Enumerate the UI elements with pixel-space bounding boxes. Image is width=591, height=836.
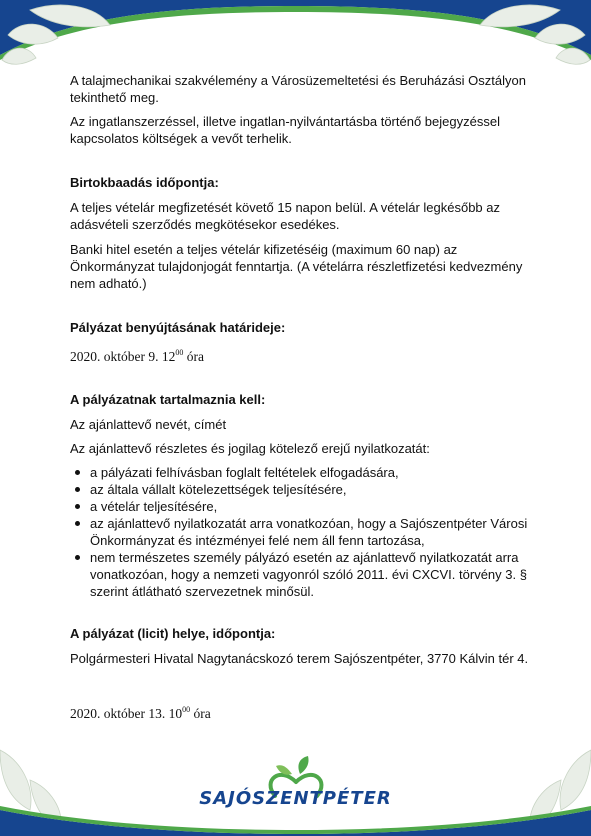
venue-heading: A pályázat (licit) helye, időpontja:	[70, 626, 276, 641]
list-item: a vételár teljesítésére,	[90, 498, 540, 515]
header-decoration	[0, 0, 591, 80]
logo-text: SAJÓSZENTPÉTER	[199, 788, 392, 809]
list-item: az általa vállalt kötelezettségek teljesítésére,	[90, 481, 540, 498]
venue-date-suffix: óra	[190, 706, 211, 721]
deadline-heading: Pályázat benyújtásának határideje:	[70, 320, 286, 335]
list-item: a pályázati felhívásban foglalt feltételek elfogadására,	[90, 464, 540, 481]
list-item: az ajánlattevő nyilatkozatát arra vonatkozóan, hogy a Sajószentpéter Városi Önkormányzat és intézményei felé nem áll fenn tartozása,	[90, 515, 540, 549]
list-item: nem természetes személy pályázó esetén az ajánlattevő nyilatkozatát arra vonatkozóan, hogy a nemzeti vagyonról szóló 2011. évi CXCVI. törvény 3. § szerint átlátható szervezetnek minősül.	[90, 549, 540, 600]
deadline-date	[70, 344, 540, 365]
possession-paragraph-2: Banki hitel esetén a teljes vételár kifizetéséig (maximum 60 nap) az Önkormányzat tulajdonjogát fenntartja. (A vételárra részletfizetési kedvezmény nem adható.)	[70, 242, 523, 291]
venue-date-sup: 00	[182, 705, 191, 714]
possession-heading: Birtokbaadás időpontja:	[70, 175, 219, 190]
costs-paragraph: Az ingatlanszerzéssel, illetve ingatlan-nyilvántartásba történő bejegyzéssel kapcsolatos költségek a vevőt terhelik.	[70, 114, 500, 146]
venue-date-text: 2020. október 13. 10	[70, 706, 183, 721]
possession-paragraph-1: A teljes vételár megfizetését követő 15 napon belül. A vételár legkésőbb az adásvételi szerződés megkötésekor esedékes.	[70, 200, 500, 232]
deadline-date-suffix: óra	[183, 349, 204, 364]
footer-decoration	[0, 730, 591, 836]
venue-place: Polgármesteri Hivatal Nagytanácskozó terem Sajószentpéter, 3770 Kálvin tér 4.	[70, 651, 529, 666]
requirements-list	[70, 464, 540, 600]
contents-paragraph-2: Az ajánlattevő részletes és jogilag kötelező erejű nyilatkozatát:	[70, 441, 430, 456]
deadline-date-sup: 00	[175, 348, 184, 357]
soil-report-paragraph: A talajmechanikai szakvélemény a Városüzemeltetési és Beruházási Osztályon tekinthető meg.	[70, 73, 526, 105]
deadline-date-text: 2020. október 9. 12	[70, 349, 176, 364]
contents-heading: A pályázatnak tartalmaznia kell:	[70, 392, 266, 407]
venue-date	[70, 701, 540, 722]
contents-paragraph-1: Az ajánlattevő nevét, címét	[70, 417, 227, 432]
